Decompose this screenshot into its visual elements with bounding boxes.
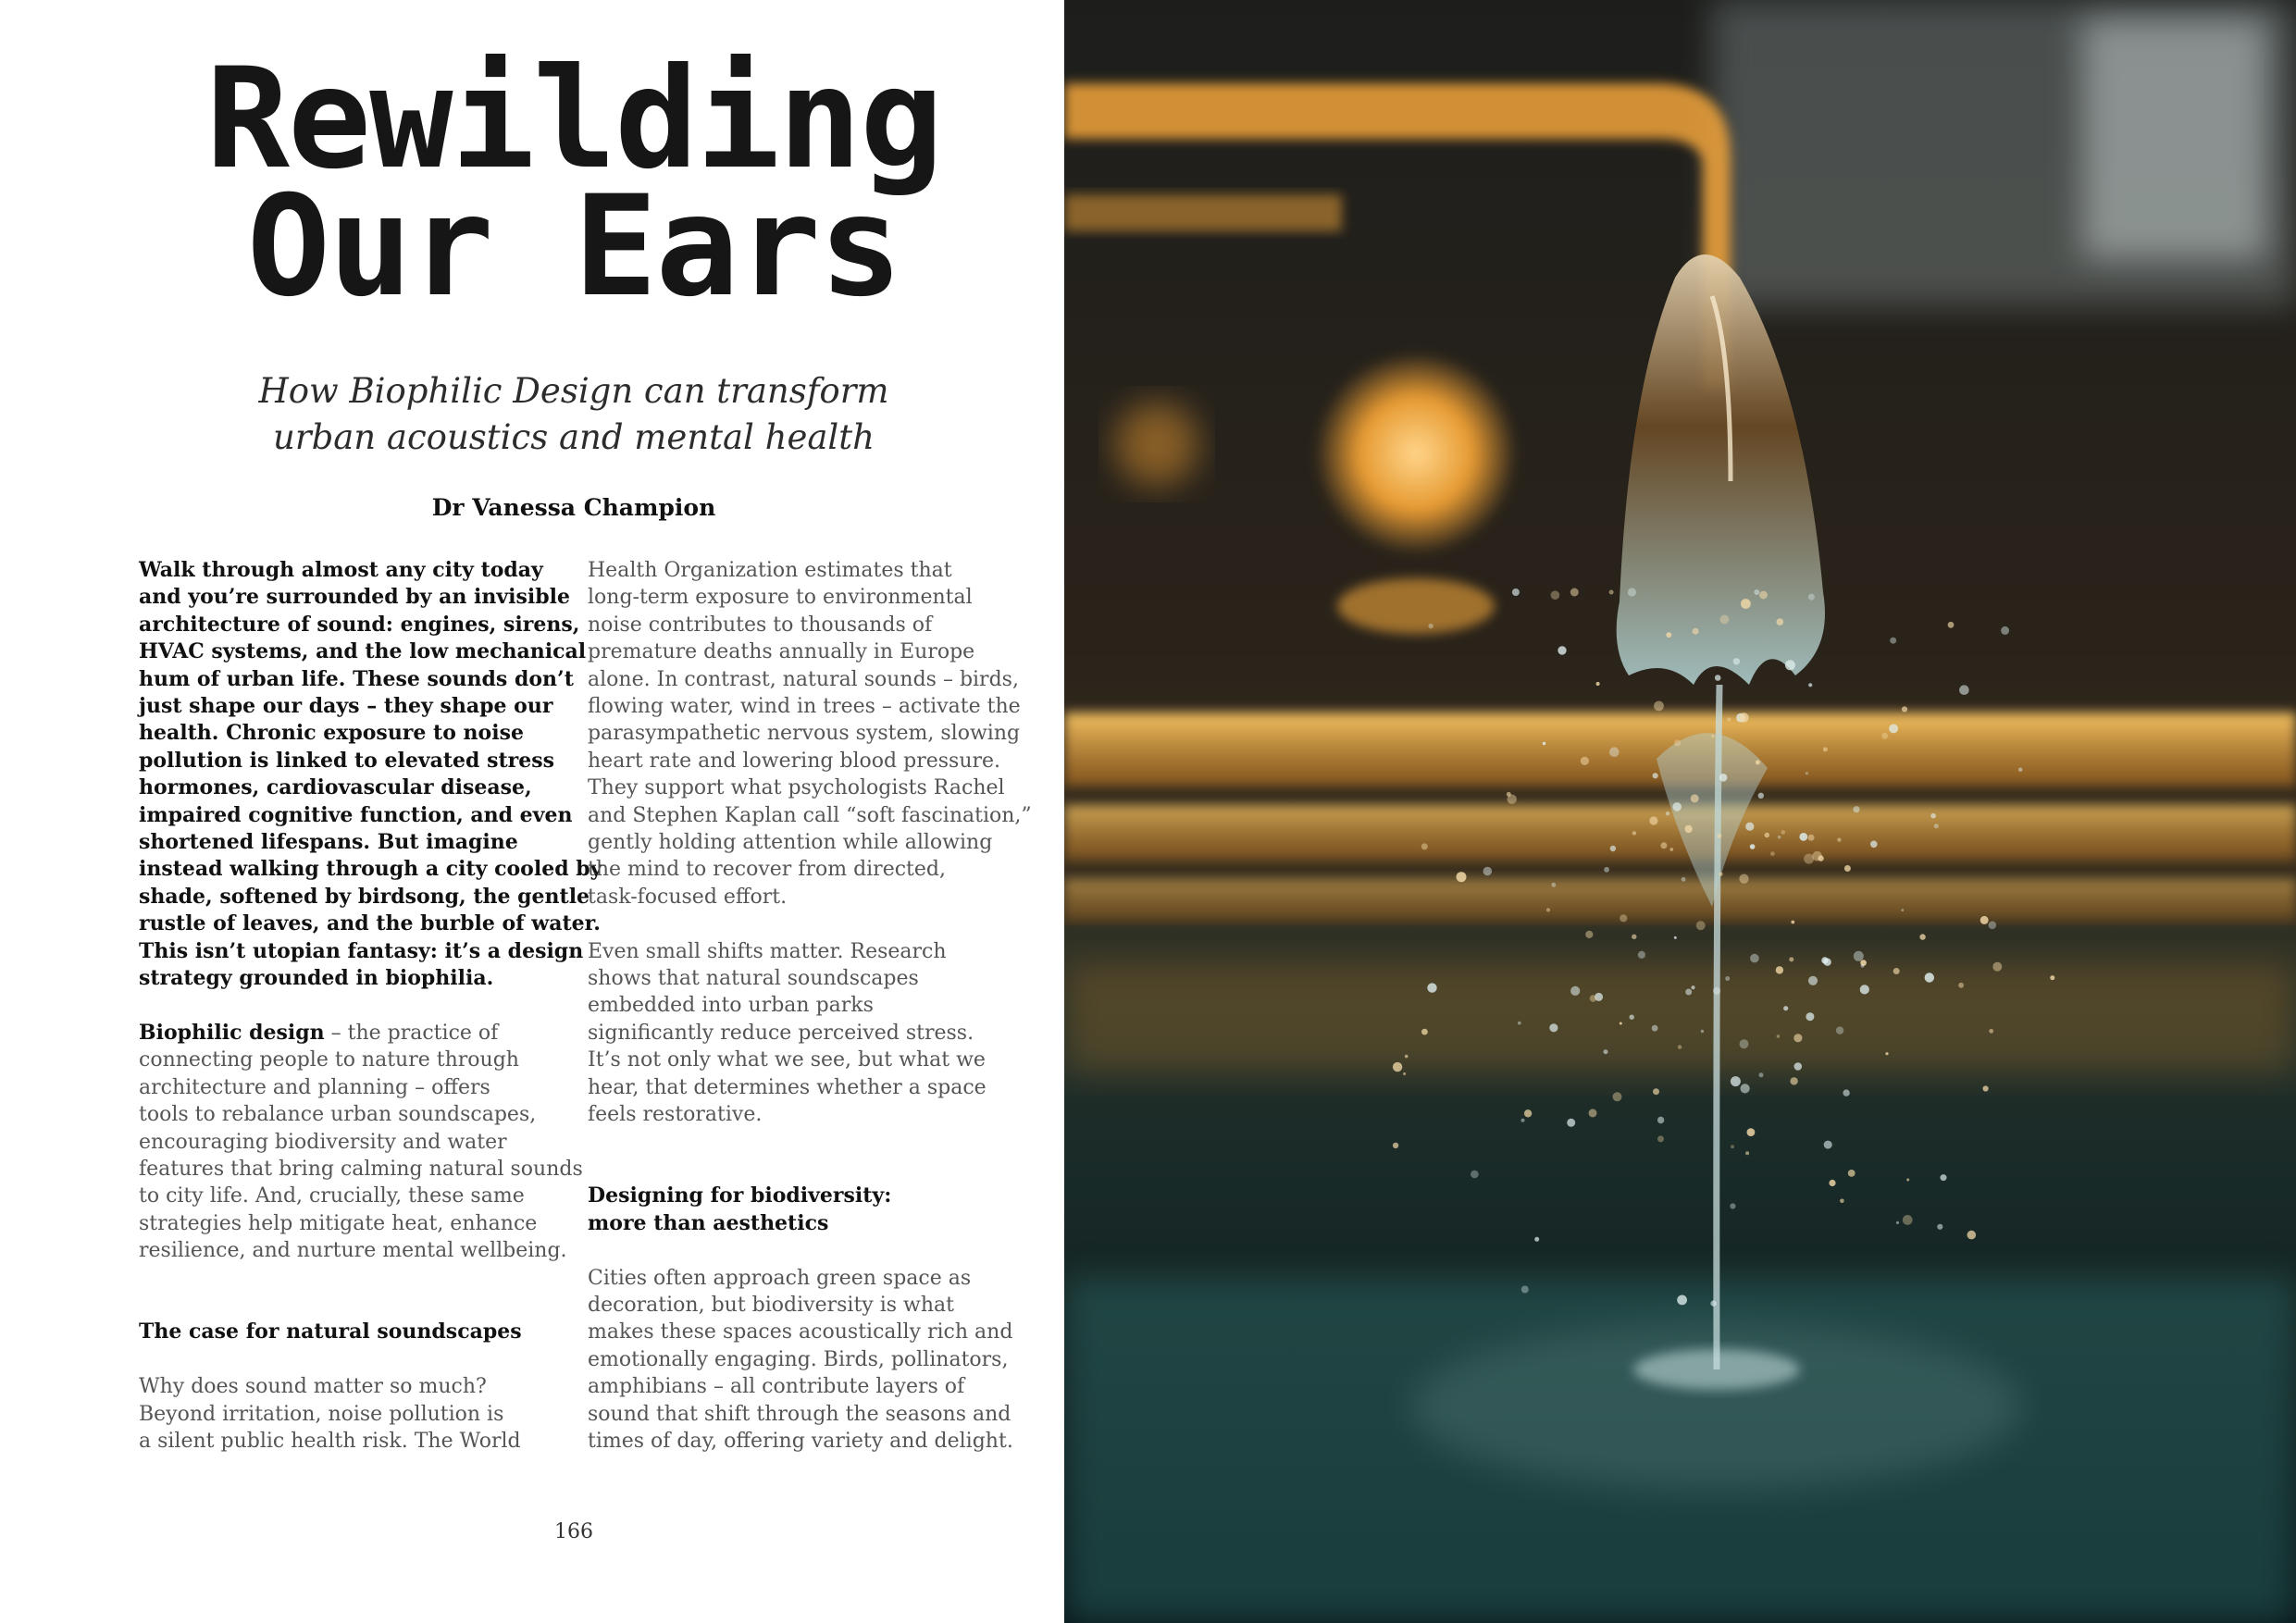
droplet: [1806, 1012, 1814, 1021]
droplet: [1570, 986, 1580, 996]
intro-paragraph: [139, 557, 602, 993]
droplet: [1521, 1286, 1529, 1294]
droplet: [1821, 957, 1828, 963]
droplet: [2001, 626, 2009, 635]
text-line: encouraging biodiversity and water: [139, 1130, 507, 1154]
text-line: and you’re surrounded by an invisible: [139, 585, 571, 610]
droplet: [1518, 1022, 1521, 1025]
droplet: [1585, 931, 1593, 938]
droplet: [1806, 772, 1808, 774]
paragraph-gap: [139, 1292, 557, 1319]
droplet: [1948, 622, 1955, 628]
text-line: features that bring calming natural sounds: [139, 1157, 583, 1181]
droplet: [1750, 844, 1756, 849]
droplet: [1393, 1143, 1398, 1148]
text-line: significantly reduce perceived stress.: [588, 1021, 974, 1045]
droplet: [1844, 865, 1851, 872]
droplet: [1781, 830, 1786, 835]
paragraph-lines: [139, 1047, 583, 1264]
droplet: [1902, 706, 1907, 712]
text-line: resilience, and nurture mental wellbeing.: [139, 1239, 567, 1263]
droplet: [1534, 1237, 1539, 1242]
droplet: [1620, 914, 1627, 922]
text-line: just shape our days – they shape our: [139, 694, 553, 719]
droplet: [1666, 632, 1671, 638]
text-column-right: [588, 557, 1032, 1455]
droplet: [1740, 1039, 1749, 1048]
text-line: hear, that determines whether a space: [588, 1075, 987, 1099]
text-line: shade, softened by birdsong, the gentle: [139, 884, 590, 909]
droplet: [1471, 1171, 1479, 1179]
droplet: [1653, 773, 1658, 778]
droplet: [1989, 922, 1997, 930]
droplet: [1628, 588, 1636, 596]
droplet: [1393, 1062, 1402, 1072]
droplet: [1551, 883, 1556, 887]
droplet: [1890, 638, 1896, 644]
section-heading: [588, 1183, 1006, 1237]
text-line: and Stephen Kaplan call “soft fascination,”: [588, 803, 1032, 827]
droplet: [1719, 873, 1722, 876]
text-line: pollution is linked to elevated stress: [139, 748, 555, 773]
droplet: [1937, 1224, 1942, 1230]
droplet: [1777, 1035, 1781, 1038]
text-line: shortened lifespans. But imagine: [139, 830, 518, 855]
droplet: [1770, 851, 1775, 856]
text-line: feels restorative.: [588, 1103, 763, 1127]
droplet: [1824, 1141, 1832, 1149]
droplet: [1853, 806, 1859, 812]
droplet: [1669, 848, 1673, 851]
droplet: [1727, 718, 1731, 722]
droplet: [1551, 590, 1560, 600]
droplet: [1808, 594, 1815, 601]
droplet: [1730, 1203, 1735, 1208]
droplet: [1421, 843, 1428, 849]
page-number: 166: [554, 1520, 593, 1543]
text-line: instead walking through a city cooled by: [139, 857, 602, 882]
droplet: [1546, 908, 1550, 911]
left-page: [0, 0, 1064, 1623]
droplet: [1919, 934, 1925, 939]
droplet: [1638, 951, 1645, 959]
droplet: [1741, 1084, 1750, 1093]
droplet: [1652, 1025, 1658, 1032]
droplet: [1613, 1092, 1622, 1101]
text-line: Health Organization estimates that: [588, 559, 952, 582]
droplet: [1840, 1199, 1844, 1204]
droplet: [1632, 831, 1636, 835]
droplet: [1808, 683, 1812, 687]
article-subtitle: [139, 368, 1009, 461]
droplet: [1739, 874, 1748, 884]
droplet: [1657, 1135, 1664, 1142]
text-line: architecture of sound: engines, sirens,: [139, 612, 580, 637]
droplet: [1567, 1119, 1575, 1127]
droplet: [1691, 794, 1699, 802]
droplet: [1672, 802, 1682, 812]
droplet: [1691, 985, 1694, 989]
droplet: [1925, 973, 1934, 982]
spray-mist: [1411, 1323, 2022, 1490]
droplet: [1508, 795, 1517, 804]
droplet: [1405, 1055, 1409, 1059]
droplet: [1759, 591, 1768, 600]
droplet: [1889, 725, 1898, 734]
text-line: gently holding attention while allowing: [588, 831, 993, 855]
text-line: Beyond irritation, noise pollution is: [139, 1402, 504, 1426]
droplet: [1711, 735, 1714, 737]
droplet: [1778, 836, 1781, 838]
text-line: amphibians – all contribute layers of: [588, 1375, 965, 1399]
droplet: [1696, 921, 1706, 930]
droplet: [1590, 995, 1597, 1002]
droplet: [1836, 1026, 1843, 1034]
droplet: [1785, 660, 1795, 670]
droplet: [1906, 1179, 1909, 1182]
droplet: [2018, 768, 2022, 772]
droplet: [1657, 1117, 1664, 1123]
text-line: rustle of leaves, and the burble of water.: [139, 911, 601, 936]
text-line: more than aesthetics: [588, 1210, 829, 1235]
droplet: [1903, 1215, 1913, 1225]
text-line: strategy grounded in biophilia.: [139, 966, 494, 991]
text-line: sound that shift through the seasons and: [588, 1402, 1011, 1426]
droplet: [1881, 733, 1888, 739]
droplet: [1941, 1174, 1947, 1181]
droplet: [1989, 1029, 1993, 1034]
amber-arch-light: [1064, 83, 1731, 389]
droplet: [1747, 1128, 1756, 1136]
droplet: [1812, 851, 1822, 861]
droplet: [1570, 588, 1579, 597]
droplet: [1596, 682, 1600, 686]
droplet: [1693, 628, 1699, 635]
droplet: [1756, 760, 1760, 764]
text-line: flowing water, wind in trees – activate the: [588, 695, 1021, 719]
droplet: [1934, 824, 1939, 828]
droplet: [1870, 841, 1878, 849]
text-line: This isn’t utopian fantasy: it’s a design: [139, 938, 584, 963]
droplet: [1992, 962, 2002, 972]
droplet: [1421, 1029, 1428, 1035]
text-line: connecting people to nature through: [139, 1048, 519, 1072]
droplet: [1649, 816, 1657, 824]
droplet: [1745, 1151, 1749, 1155]
droplet: [1885, 1052, 1888, 1055]
text-line: embedded into urban parks: [588, 994, 874, 1018]
paragraph-biophilic-design: [139, 1020, 583, 1265]
key-term: Biophilic design: [139, 1020, 325, 1045]
text-line: Walk through almost any city today: [139, 558, 543, 582]
droplet: [1967, 1231, 1977, 1240]
droplet: [1777, 618, 1784, 626]
fountain-photo: [1064, 0, 2296, 1623]
droplet: [1837, 838, 1841, 842]
droplet: [1674, 739, 1681, 746]
paragraph-health-organization: [588, 557, 1032, 911]
paragraph-small-shifts: [588, 938, 1006, 1129]
droplet: [1715, 675, 1721, 681]
droplet: [1765, 833, 1769, 837]
text-column-left: [139, 557, 602, 1455]
droplet: [1808, 976, 1818, 985]
droplet: [1930, 813, 1936, 819]
text-line: tools to rebalance urban soundscapes,: [139, 1103, 537, 1127]
paragraph-gap: [139, 993, 557, 1020]
droplet: [1403, 1072, 1406, 1075]
droplet: [1959, 685, 1969, 695]
droplet: [1609, 747, 1620, 757]
droplet: [1823, 747, 1828, 751]
droplet: [1958, 983, 1964, 988]
fountain-illustration: [1064, 0, 2296, 1623]
droplet: [1783, 1006, 1788, 1010]
text-line: Cities often approach green space as: [588, 1266, 972, 1290]
droplet: [1609, 590, 1614, 595]
droplet: [1829, 1180, 1835, 1186]
text-line: architecture and planning – offers: [139, 1075, 490, 1099]
ground-reflection: [1064, 962, 2296, 1073]
text-line: noise contributes to thousands of: [588, 613, 933, 637]
droplet: [1428, 624, 1433, 628]
text-line: hum of urban life. These sounds don’t: [139, 666, 574, 691]
droplet: [1808, 835, 1815, 841]
text-line: impaired cognitive function, and even: [139, 802, 573, 827]
text-line: health. Chronic exposure to noise: [139, 721, 524, 746]
subtitle-line: urban acoustics and mental health: [273, 417, 875, 457]
title-line: Rewilding: [205, 39, 942, 200]
text-line: strategies help mitigate heat, enhance: [139, 1211, 538, 1235]
paragraph-gap: [139, 1346, 557, 1373]
droplet: [1713, 987, 1720, 995]
text-line: emotionally engaging. Birds, pollinators,: [588, 1347, 1009, 1371]
droplet: [1427, 983, 1436, 992]
droplet: [1725, 976, 1730, 981]
text-line: They support what psychologists Rachel: [588, 776, 1005, 800]
droplet: [1896, 1221, 1899, 1224]
title-line: Our Ears: [246, 167, 901, 328]
droplet: [1701, 1030, 1704, 1033]
paragraph-sound-matters: [139, 1373, 557, 1455]
text-line: premature deaths annually in Europe: [588, 640, 975, 664]
droplet: [1660, 842, 1667, 849]
droplet: [1759, 1072, 1764, 1077]
droplet: [1731, 1076, 1741, 1086]
droplet: [1678, 1045, 1682, 1048]
droplet: [1719, 774, 1728, 782]
paragraph-gap: [588, 1156, 1006, 1183]
section-heading: [139, 1319, 557, 1345]
droplet: [1610, 846, 1616, 851]
droplet: [1731, 1145, 1734, 1148]
droplet: [1682, 877, 1686, 882]
text-line: [139, 1020, 557, 1047]
droplet: [1685, 989, 1692, 996]
text-line: the mind to recover from directed,: [588, 858, 946, 882]
droplet: [1521, 1119, 1525, 1122]
droplet: [1589, 1109, 1597, 1117]
bokeh-light: [1115, 403, 1198, 486]
paragraph-biodiversity: [588, 1265, 1013, 1456]
paragraph-gap: [588, 911, 1006, 937]
text-line: task-focused effort.: [588, 885, 788, 909]
paragraph-gap: [139, 1265, 557, 1292]
droplet: [1604, 1049, 1608, 1054]
glowing-step: [1064, 879, 2296, 921]
droplet: [1543, 742, 1545, 745]
article-title: [111, 39, 1036, 328]
droplet: [1860, 985, 1869, 994]
droplet: [1901, 909, 1904, 911]
droplet: [1674, 936, 1677, 939]
text-line: a silent public health risk. The World: [139, 1429, 521, 1453]
window-glow: [2082, 19, 2267, 259]
droplet: [1653, 1088, 1659, 1095]
droplet: [1776, 966, 1783, 973]
text-line: to city life. And, crucially, these same: [139, 1184, 525, 1208]
text-line: decoration, but biodiversity is what: [588, 1293, 954, 1317]
droplet: [1630, 1015, 1634, 1020]
droplet: [2050, 975, 2054, 980]
droplet: [1861, 964, 1865, 968]
droplet: [1719, 615, 1729, 625]
droplet: [1790, 1077, 1797, 1084]
droplet: [1983, 1085, 1989, 1091]
bokeh-light: [1314, 352, 1518, 555]
paragraph-gap: [588, 1237, 1006, 1264]
droplet: [1843, 1089, 1849, 1096]
droplet: [1733, 658, 1740, 664]
droplet: [1457, 872, 1467, 882]
droplet: [1666, 812, 1669, 815]
droplet: [1750, 954, 1759, 963]
droplet: [1549, 1023, 1558, 1032]
text-line: parasympathetic nervous system, slowing: [588, 722, 1021, 746]
bokeh-light: [1337, 578, 1495, 634]
droplet: [1758, 793, 1764, 799]
text-fragment: – the practice of: [324, 1021, 499, 1045]
text-line: heart rate and lowering blood pressure.: [588, 749, 1001, 773]
droplet: [1791, 921, 1794, 924]
droplet: [1654, 701, 1664, 712]
droplet: [1581, 757, 1589, 765]
author-byline: Dr Vanessa Champion: [431, 494, 716, 521]
droplet: [1854, 951, 1864, 961]
paragraph-gap: [588, 1129, 1006, 1156]
droplet: [1604, 867, 1609, 873]
droplet: [1717, 834, 1721, 838]
droplet: [1848, 1170, 1855, 1177]
droplet: [1739, 712, 1748, 722]
droplet: [1794, 1062, 1803, 1071]
text-line: HVAC systems, and the low mechanical: [139, 639, 587, 664]
droplet: [1745, 823, 1754, 831]
text-line: Designing for biodiversity:: [588, 1183, 892, 1208]
droplet: [1620, 1022, 1622, 1025]
amber-sign: [1064, 194, 1342, 231]
droplet: [1793, 1034, 1802, 1042]
droplet: [1741, 599, 1751, 609]
droplet: [1483, 867, 1493, 876]
droplet: [1799, 833, 1807, 841]
droplet: [1754, 589, 1759, 595]
droplet: [1684, 825, 1692, 833]
text-line: hormones, cardiovascular disease,: [139, 775, 532, 800]
droplet: [1512, 588, 1520, 596]
text-line: It’s not only what we see, but what we: [588, 1048, 986, 1072]
text-line: times of day, offering variety and delight.: [588, 1429, 1013, 1453]
droplet: [1677, 1295, 1687, 1306]
subtitle-line: How Biophilic Design can transform: [258, 371, 889, 411]
heading-line: The case for natural soundscapes: [139, 1319, 522, 1344]
droplet: [1558, 646, 1566, 654]
text-line: long-term exposure to environmental: [588, 586, 973, 610]
droplet: [1632, 935, 1636, 939]
text-line: makes these spaces acoustically rich and: [588, 1320, 1013, 1344]
droplet: [1893, 968, 1900, 974]
droplet: [1524, 1109, 1532, 1117]
text-line: Why does sound matter so much?: [139, 1375, 487, 1399]
droplet: [1710, 1300, 1716, 1306]
droplet: [1789, 957, 1793, 961]
text-line: shows that natural soundscapes: [588, 967, 919, 991]
text-line: Even small shifts matter. Research: [588, 939, 947, 963]
text-line: alone. In contrast, natural sounds – birds,: [588, 667, 1019, 691]
droplet: [1980, 916, 1989, 924]
